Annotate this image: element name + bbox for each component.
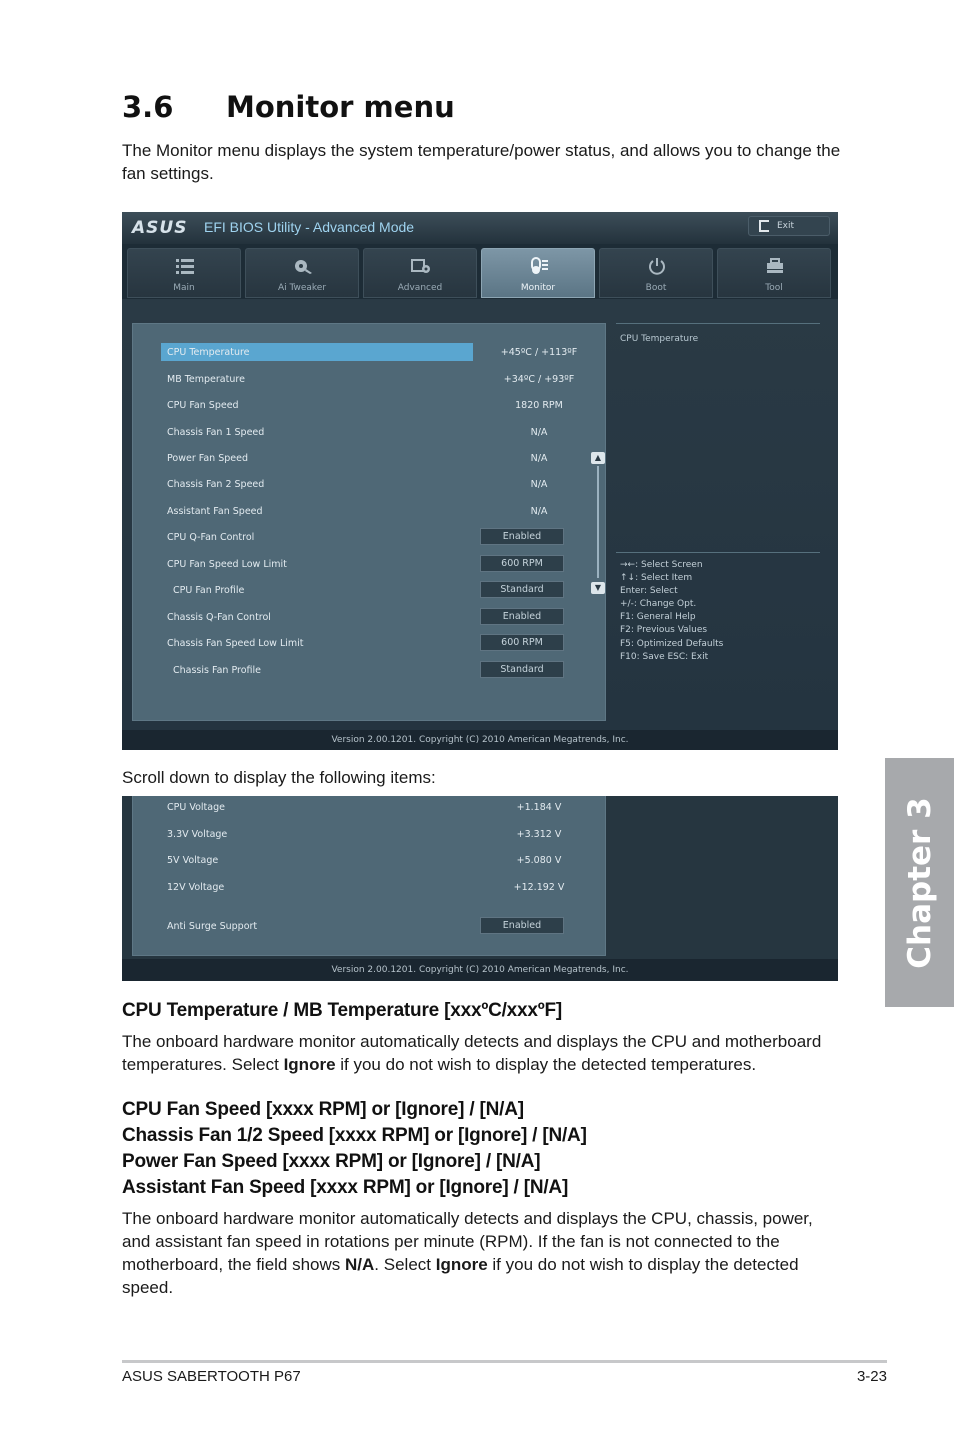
tab-label: Ai Tweaker bbox=[277, 283, 327, 293]
tab-monitor[interactable] bbox=[481, 248, 595, 298]
key-hint: ↑↓: Select Item bbox=[620, 573, 693, 584]
fan-heading: Chassis Fan 1/2 Speed [xxxx RPM] or [Ignore] / [N/A] bbox=[122, 1125, 587, 1146]
exit-label: Exit bbox=[777, 221, 795, 231]
setting-label: Chassis Fan Profile bbox=[173, 665, 261, 676]
setting-chassis-fan-profile[interactable] bbox=[157, 661, 597, 679]
setting-value: +45ºC / +113ºF bbox=[500, 347, 578, 358]
option-button[interactable]: Standard bbox=[480, 581, 564, 598]
section-title-text: Monitor menu bbox=[226, 90, 455, 124]
setting-value: +3.312 V bbox=[516, 829, 562, 840]
scroll-note: Scroll down to display the following items: bbox=[122, 768, 436, 787]
key-hint: F5: Optimized Defaults bbox=[620, 638, 724, 649]
temperature-paragraph bbox=[122, 1030, 842, 1076]
power-icon bbox=[647, 257, 667, 275]
setting-value: +1.184 V bbox=[516, 802, 562, 813]
para-text: if you do not wish to display the detected speed. bbox=[122, 1255, 799, 1297]
bios-title-bar bbox=[122, 212, 838, 244]
footer-divider bbox=[122, 1360, 887, 1363]
setting-label: CPU Temperature bbox=[167, 347, 250, 358]
para-text: . Select bbox=[374, 1255, 436, 1274]
setting-label: CPU Voltage bbox=[167, 802, 225, 813]
setting-cpu-fan-speed-low-limit[interactable] bbox=[157, 555, 597, 573]
setting-label: CPU Fan Speed Low Limit bbox=[167, 559, 287, 570]
setting-cpu-temperature[interactable] bbox=[157, 343, 597, 361]
option-button[interactable]: Enabled bbox=[480, 917, 564, 934]
key-hint: F2: Previous Values bbox=[620, 625, 708, 636]
setting-assistant-fan-speed[interactable] bbox=[157, 502, 597, 520]
key-hint: +/-: Change Opt. bbox=[620, 599, 697, 610]
setting-cpu-fan-speed[interactable] bbox=[157, 396, 597, 414]
setting-label: Power Fan Speed bbox=[167, 453, 248, 464]
option-button[interactable]: Enabled bbox=[480, 528, 564, 545]
para-text: if you do not wish to display the detected temperatures. bbox=[335, 1055, 757, 1074]
help-panel bbox=[616, 323, 820, 721]
setting-cpu-q-fan-control[interactable] bbox=[157, 528, 597, 546]
key-hint: F1: General Help bbox=[620, 612, 696, 623]
tool-icon bbox=[765, 257, 785, 275]
section-title bbox=[122, 90, 455, 124]
tab-label: Monitor bbox=[520, 283, 556, 293]
help-title: CPU Temperature bbox=[620, 334, 699, 344]
key-hint: →←: Select Screen bbox=[620, 560, 703, 570]
setting-label: Chassis Q-Fan Control bbox=[167, 612, 271, 623]
bios-tabs bbox=[127, 248, 833, 298]
fan-heading: Power Fan Speed [xxxx RPM] or [Ignore] / [N/A] bbox=[122, 1151, 541, 1172]
setting-12v-voltage[interactable] bbox=[157, 878, 597, 896]
setting-label: Chassis Fan Speed Low Limit bbox=[167, 638, 304, 649]
setting-label: 5V Voltage bbox=[167, 855, 219, 866]
setting-value: N/A bbox=[530, 427, 548, 438]
thermometer-icon bbox=[529, 257, 549, 275]
bios-version-footer: Version 2.00.1201. Copyright (C) 2010 American Megatrends, Inc. bbox=[122, 730, 838, 750]
chapter-tab-label: Chapter 3 bbox=[901, 796, 938, 969]
setting-value: 1820 RPM bbox=[515, 400, 563, 411]
keys-divider bbox=[616, 552, 820, 553]
setting-label: Chassis Fan 1 Speed bbox=[167, 427, 265, 438]
asus-logo: ASUS bbox=[132, 218, 188, 238]
exit-icon bbox=[759, 220, 769, 232]
setting-cpu-voltage[interactable] bbox=[157, 798, 597, 816]
key-hint: F10: Save ESC: Exit bbox=[620, 651, 709, 662]
footer-product: ASUS SABERTOOTH P67 bbox=[122, 1368, 301, 1385]
setting-label: Chassis Fan 2 Speed bbox=[167, 479, 265, 490]
para-text: The onboard hardware monitor automatically detects and displays the CPU, chassis, power, and assistant fan speed in rotations per minute (RPM). If the fan is not connected to the motherboard, the field shows bbox=[122, 1209, 813, 1274]
option-button[interactable]: Enabled bbox=[480, 608, 564, 625]
intro-paragraph: The Monitor menu displays the system temperature/power status, and allows you to change the fan settings. bbox=[122, 141, 841, 183]
setting-value: N/A bbox=[530, 453, 548, 464]
tab-boot[interactable] bbox=[599, 248, 713, 298]
tab-ai-tweaker[interactable] bbox=[245, 248, 359, 298]
bios-screenshot-scrolled bbox=[122, 796, 838, 981]
bios-body bbox=[122, 299, 838, 730]
exit-button[interactable] bbox=[748, 216, 830, 236]
setting-label: MB Temperature bbox=[167, 374, 245, 385]
scroll-up-arrow-icon[interactable]: ▲ bbox=[591, 452, 605, 464]
setting-value: +34ºC / +93ºF bbox=[503, 374, 575, 385]
setting-label: 12V Voltage bbox=[167, 882, 225, 893]
section-number: 3.6 bbox=[122, 90, 174, 124]
tab-label: Advanced bbox=[397, 283, 443, 293]
setting-value: N/A bbox=[530, 506, 548, 517]
temperature-heading: CPU Temperature / MB Temperature [xxxºC/xxxºF] bbox=[122, 1000, 563, 1021]
scroll-down-arrow-icon[interactable]: ▼ bbox=[591, 582, 605, 594]
setting-chassis-fan-2-speed[interactable] bbox=[157, 475, 597, 493]
chapter-tab bbox=[885, 758, 954, 1007]
setting-3-3v-voltage[interactable] bbox=[157, 825, 597, 843]
fan-heading: Assistant Fan Speed [xxxx RPM] or [Ignore] / [N/A] bbox=[122, 1177, 569, 1198]
footer-page-number: 3-23 bbox=[856, 1368, 887, 1385]
setting-value: +12.192 V bbox=[513, 882, 565, 893]
setting-label: 3.3V Voltage bbox=[167, 829, 228, 840]
para-bold: Ignore bbox=[283, 1055, 336, 1074]
setting-5v-voltage[interactable] bbox=[157, 851, 597, 869]
settings-panel bbox=[132, 323, 606, 721]
settings-panel bbox=[132, 796, 606, 956]
fan-paragraph bbox=[122, 1207, 842, 1299]
tab-label: Main bbox=[173, 283, 195, 293]
tab-label: Tool bbox=[765, 283, 783, 293]
key-hint: Enter: Select bbox=[620, 586, 678, 597]
para-bold: Ignore bbox=[435, 1255, 488, 1274]
para-text: The onboard hardware monitor automatically detects and displays the CPU and motherboard temperatures. Select bbox=[122, 1032, 822, 1074]
list-icon bbox=[175, 257, 195, 275]
key-legend bbox=[620, 559, 723, 664]
setting-label: CPU Fan Profile bbox=[173, 585, 245, 596]
setting-label: CPU Fan Speed bbox=[167, 400, 239, 411]
setting-mb-temperature[interactable] bbox=[157, 370, 597, 388]
setting-value: N/A bbox=[530, 479, 548, 490]
setting-label: CPU Q-Fan Control bbox=[167, 532, 255, 543]
fan-heading: CPU Fan Speed [xxxx RPM] or [Ignore] / [N/A] bbox=[122, 1099, 524, 1120]
setting-value: +5.080 V bbox=[516, 855, 562, 866]
option-button[interactable]: Standard bbox=[480, 661, 564, 678]
setting-chassis-q-fan-control[interactable] bbox=[157, 608, 597, 626]
help-divider bbox=[616, 323, 820, 324]
chip-settings-icon bbox=[411, 257, 431, 275]
fan-tweak-icon bbox=[293, 257, 313, 275]
bios-version-footer: Version 2.00.1201. Copyright (C) 2010 American Megatrends, Inc. bbox=[122, 959, 838, 981]
scrollbar-track[interactable] bbox=[597, 466, 599, 578]
setting-power-fan-speed[interactable] bbox=[157, 449, 597, 467]
tab-label: Boot bbox=[645, 283, 667, 293]
tab-tool[interactable] bbox=[717, 248, 831, 298]
bios-screenshot bbox=[122, 212, 838, 750]
tab-main[interactable] bbox=[127, 248, 241, 298]
option-button[interactable]: 600 RPM bbox=[480, 634, 564, 651]
scrollbar[interactable] bbox=[591, 452, 605, 594]
setting-label: Anti Surge Support bbox=[167, 921, 258, 932]
setting-anti-surge-support[interactable] bbox=[157, 917, 597, 935]
setting-chassis-fan-speed-low-limit[interactable] bbox=[157, 634, 597, 652]
para-bold: N/A bbox=[345, 1255, 375, 1274]
setting-chassis-fan-1-speed[interactable] bbox=[157, 423, 597, 441]
option-button[interactable]: 600 RPM bbox=[480, 555, 564, 572]
setting-label: Assistant Fan Speed bbox=[167, 506, 263, 517]
bios-title: EFI BIOS Utility - Advanced Mode bbox=[204, 219, 415, 235]
tab-advanced[interactable] bbox=[363, 248, 477, 298]
setting-cpu-fan-profile[interactable] bbox=[157, 581, 597, 599]
